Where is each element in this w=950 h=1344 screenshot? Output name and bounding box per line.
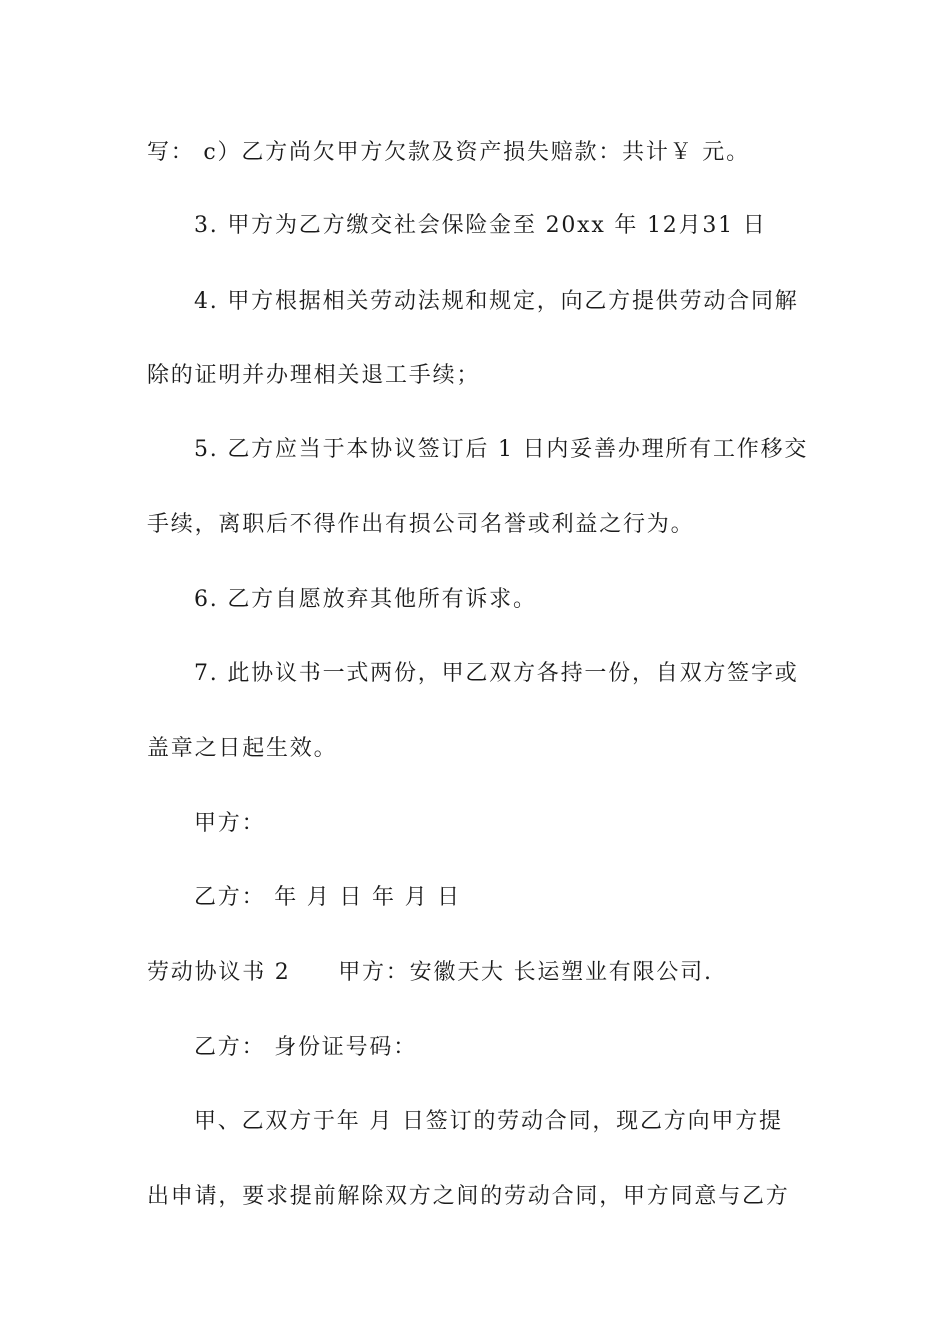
clause-7: 7. 此协议书一式两份，甲乙双方各持一份，自双方签字或 <box>194 661 799 686</box>
clause-3: 3. 甲方为乙方缴交社会保险金至 20xx 年 12月31 日 <box>194 213 767 238</box>
clause-5-continued: 手续，离职后不得作出有损公司名誉或利益之行为。 <box>147 512 695 537</box>
party-b-signature-date: 乙方： 年 月 日 年 月 日 <box>194 885 461 910</box>
agreement-2-body-line-1: 甲、乙双方于年 月 日签订的劳动合同，现乙方向甲方提 <box>194 1109 783 1134</box>
agreement-2-body-line-2: 出申请，要求提前解除双方之间的劳动合同，甲方同意与乙方 <box>147 1184 790 1209</box>
clause-5: 5. 乙方应当于本协议签订后 1 日内妥善办理所有工作移交 <box>194 437 809 462</box>
clause-6: 6. 乙方自愿放弃其他所有诉求。 <box>194 587 537 612</box>
party-a-signature: 甲方： <box>194 811 266 836</box>
clause-4-continued: 除的证明并办理相关退工手续； <box>147 363 481 388</box>
clause-4: 4. 甲方根据相关劳动法规和规定，向乙方提供劳动合同解 <box>194 289 799 314</box>
agreement-2-heading: 劳动协议书 2 甲方：安徽天大 长运塑业有限公司. <box>147 960 713 985</box>
text-line-1: 写： c）乙方尚欠甲方欠款及资产损失赔款：共计￥ 元。 <box>147 140 750 165</box>
clause-7-continued: 盖章之日起生效。 <box>147 736 338 761</box>
party-b-id-line: 乙方： 身份证号码： <box>194 1035 417 1060</box>
